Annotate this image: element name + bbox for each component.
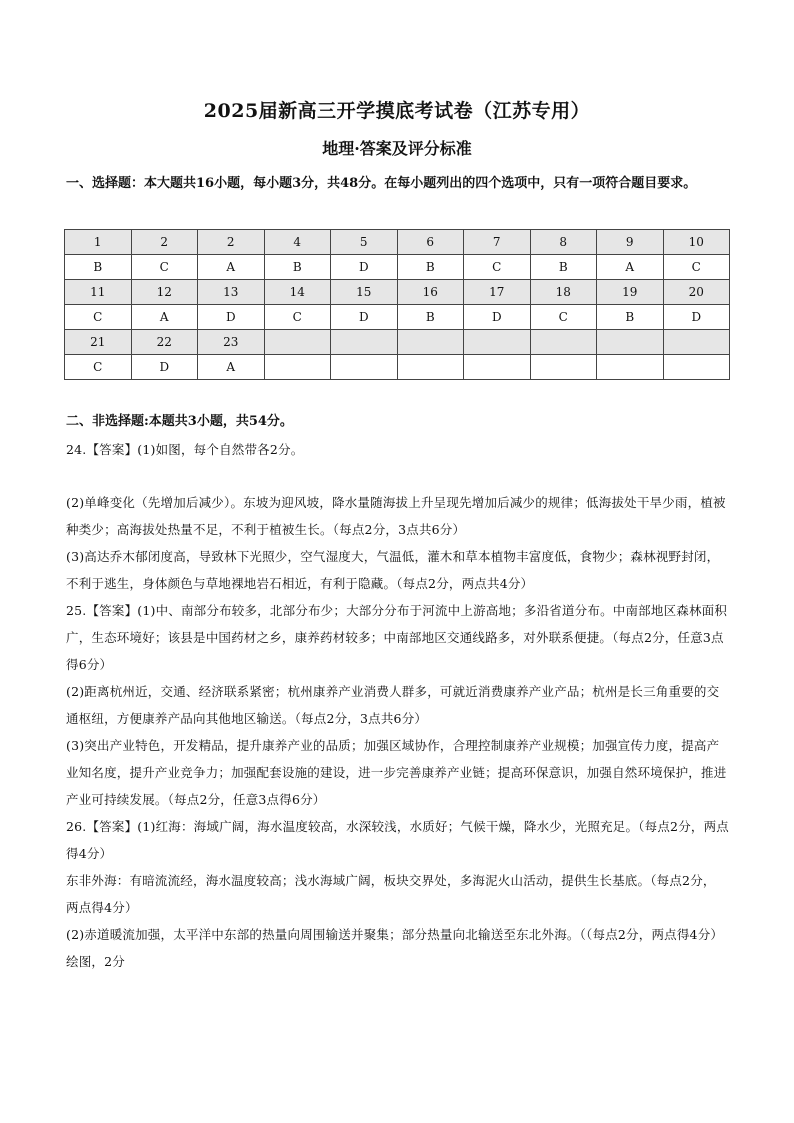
table-cell: D xyxy=(331,305,398,330)
table-cell xyxy=(597,330,664,355)
table-cell xyxy=(397,355,464,380)
table-cell: D xyxy=(198,305,265,330)
table-cell: D xyxy=(464,305,531,330)
table-cell: 17 xyxy=(464,280,531,305)
table-cell: D xyxy=(131,355,198,380)
section2-heading: 二、非选择题:本题共3小题，共54分。 xyxy=(66,414,293,429)
q26-part2: 东非外海：有暗流流经，海水温度较高；浅水海域广阔，板块交界处，多海泥火山活动，提供生长基底。（每点2分， 两点得4分） xyxy=(66,873,716,915)
table-cell: 5 xyxy=(331,230,398,255)
table-cell: C xyxy=(65,305,132,330)
figure-gap xyxy=(66,463,730,489)
table-cell xyxy=(264,355,331,380)
table-cell: 14 xyxy=(264,280,331,305)
table-cell: 2 xyxy=(131,230,198,255)
table-cell: C xyxy=(464,255,531,280)
table-cell: 22 xyxy=(131,330,198,355)
q26-part1: 26.【答案】(1)红海：海域广阔，海水温度较高，水深较浅，水质好；气候干燥，降水少，光照充足。（每点2分，两点得4分） xyxy=(66,819,729,861)
q25-part3: (3)突出产业特色，开发精品，提升康养产业的品质；加强区域协作，合理控制康养产业规模；加强宣传力度，提高产业知名度，提升产业竞争力；加强配套设施的建设，进一步完善康养产业链；提高环保意识，加强自然环境保护，推进产业可持续发展。（每点2分，任意3点得6分） xyxy=(66,738,727,807)
page-title: 2025届新高三开学摸底考试卷（江苏专用） xyxy=(203,100,591,122)
table-row xyxy=(65,305,730,330)
table-cell: 9 xyxy=(597,230,664,255)
q24-part1: 24.【答案】(1)如图，每个自然带各2分。 xyxy=(66,442,304,457)
table-cell: 20 xyxy=(663,280,730,305)
table-cell: A xyxy=(597,255,664,280)
answer-table xyxy=(64,229,730,380)
answers-body xyxy=(66,436,730,975)
table-cell: B xyxy=(264,255,331,280)
table-cell: A xyxy=(131,305,198,330)
table-cell: 1 xyxy=(65,230,132,255)
table-cell xyxy=(264,330,331,355)
table-cell: C xyxy=(65,355,132,380)
table-cell: 15 xyxy=(331,280,398,305)
table-cell: C xyxy=(530,305,597,330)
table-cell: B xyxy=(397,305,464,330)
table-row xyxy=(65,230,730,255)
table-row xyxy=(65,255,730,280)
table-cell: 8 xyxy=(530,230,597,255)
table-cell: B xyxy=(397,255,464,280)
table-cell: 11 xyxy=(65,280,132,305)
table-cell: 16 xyxy=(397,280,464,305)
table-row xyxy=(65,280,730,305)
q26-part3: (2)赤道暖流加强，太平洋中东部的热量向周围输送并聚集；部分热量向北输送至东北外海。（（每点2分，两点得4分） xyxy=(66,927,724,942)
table-cell xyxy=(331,355,398,380)
table-cell xyxy=(663,330,730,355)
table-cell: 6 xyxy=(397,230,464,255)
table-row xyxy=(65,355,730,380)
table-cell: A xyxy=(198,355,265,380)
table-cell: 12 xyxy=(131,280,198,305)
table-row xyxy=(65,330,730,355)
table-cell: C xyxy=(131,255,198,280)
table-cell xyxy=(464,330,531,355)
table-cell: 7 xyxy=(464,230,531,255)
q26-part4: 绘图，2分 xyxy=(66,954,125,969)
table-cell: 18 xyxy=(530,280,597,305)
table-cell: B xyxy=(65,255,132,280)
table-cell: 19 xyxy=(597,280,664,305)
table-cell: B xyxy=(597,305,664,330)
table-cell: D xyxy=(331,255,398,280)
table-cell: C xyxy=(663,255,730,280)
table-cell xyxy=(397,330,464,355)
table-cell: D xyxy=(663,305,730,330)
table-cell: A xyxy=(198,255,265,280)
table-cell: 4 xyxy=(264,230,331,255)
table-cell: 10 xyxy=(663,230,730,255)
table-cell: 21 xyxy=(65,330,132,355)
table-cell xyxy=(663,355,730,380)
q24-part2: (2)单峰变化（先增加后减少）。东坡为迎风坡，降水量随海拔上升呈现先增加后减少的规律；低海拔处干旱少雨，植被种类少；高海拔处热量不足，不利于植被生长。（每点2分，3点共6分） xyxy=(66,495,726,537)
table-cell xyxy=(331,330,398,355)
section1-heading: 一、选择题：本大题共16小题，每小题3分，共48分。在每小题列出的四个选项中，只有一项符合题目要求。 xyxy=(66,176,697,191)
table-cell: 23 xyxy=(198,330,265,355)
table-cell xyxy=(530,355,597,380)
table-cell: 13 xyxy=(198,280,265,305)
table-cell: C xyxy=(264,305,331,330)
table-cell: 2 xyxy=(198,230,265,255)
q24-part3: (3)高达乔木郁闭度高，导致林下光照少，空气湿度大，气温低，灌木和草本植物丰富度低，食物少；森林视野封闭，不利于逃生，身体颜色与草地裸地岩石相近，有利于隐藏。（每点2分，两点共4分） xyxy=(66,549,720,591)
page-subtitle: 地理·答案及评分标准 xyxy=(322,139,472,158)
table-cell: B xyxy=(530,255,597,280)
table-cell xyxy=(530,330,597,355)
q25-part1: 25.【答案】(1)中、南部分布较多，北部分布少；大部分分布于河流中上游高地；多沿省道分布。中南部地区森林面积广，生态环境好；该县是中国药材之乡，康养药材较多；中南部地区交通线路多，对外联系便捷。（每点2分，任意3点得6分） xyxy=(66,603,728,672)
table-cell xyxy=(597,355,664,380)
q25-part2: (2)距离杭州近，交通、经济联系紧密；杭州康养产业消费人群多，可就近消费康养产业产品；杭州是长三角重要的交通枢纽，方便康养产品向其他地区输送。（每点2分，3点共6分） xyxy=(66,684,720,726)
table-cell xyxy=(464,355,531,380)
